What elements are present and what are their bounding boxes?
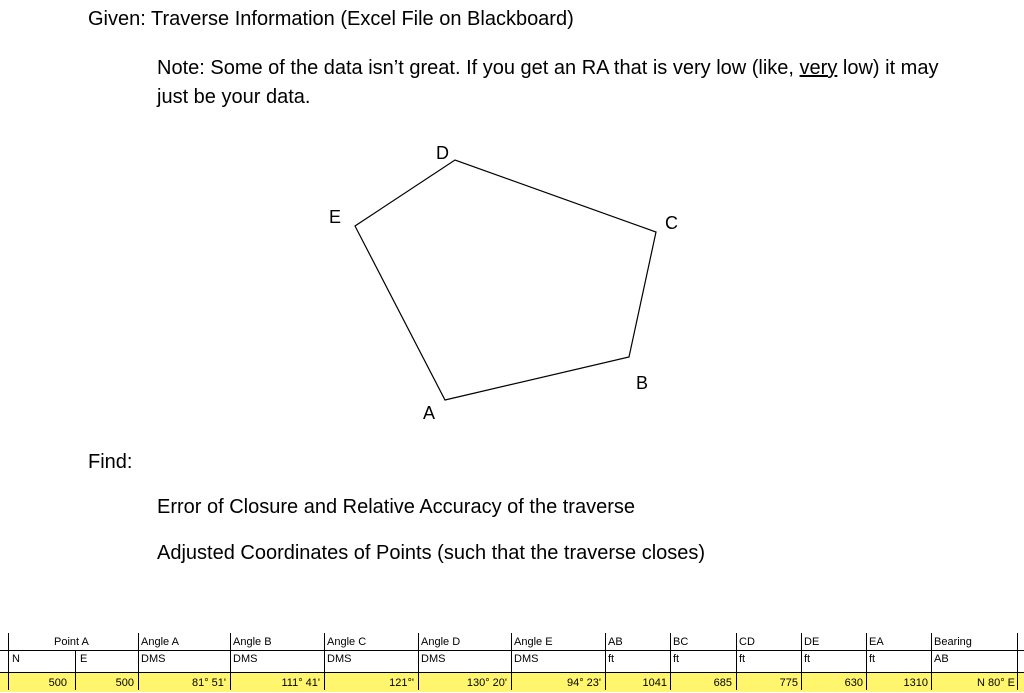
unit-angle-b: DMS (233, 653, 258, 665)
unit-de: ft (804, 653, 811, 665)
header-ea: EA (869, 636, 884, 648)
note-emphasis: very (799, 57, 838, 79)
header-angle-b: Angle B (233, 636, 272, 648)
header-point-a: Point A (54, 636, 89, 648)
header-angle-d: Angle D (421, 636, 461, 648)
given-heading: Given: Traverse Information (Excel File on Blackboard) (88, 8, 574, 30)
grid-line (138, 633, 139, 690)
header-angle-c: Angle C (327, 636, 367, 648)
grid-line (511, 633, 512, 690)
header-bearing: Bearing (934, 636, 972, 648)
value-angle-d: 130° 20' (466, 677, 507, 689)
point-label-b: B (636, 373, 649, 393)
point-label-d: D (436, 143, 449, 163)
unit-bc: ft (673, 653, 680, 665)
grid-line (736, 633, 737, 690)
grid-line (866, 633, 867, 690)
grid-line (418, 633, 419, 690)
grid-line (1017, 633, 1018, 690)
header-n: N (12, 653, 20, 665)
value-cd: 775 (779, 677, 798, 689)
point-label-c: C (665, 213, 678, 233)
unit-cd: ft (739, 653, 746, 665)
note-line-2: just be your data. (157, 86, 311, 108)
value-e: 500 (115, 677, 134, 689)
header-angle-e: Angle E (514, 636, 553, 648)
value-angle-b: 111° 41' (281, 677, 320, 689)
value-ea: 1310 (903, 677, 928, 689)
find-heading: Find: (88, 451, 133, 473)
unit-ab: ft (608, 653, 615, 665)
find-item-closure: Error of Closure and Relative Accuracy of the traverse (157, 496, 635, 518)
header-bc: BC (673, 636, 689, 648)
header-e: E (80, 653, 88, 665)
value-n: 500 (48, 677, 67, 689)
value-angle-e: 94° 23' (566, 677, 601, 689)
grid-line (801, 633, 802, 690)
note-text-end: low) it may (837, 57, 939, 79)
unit-angle-a: DMS (141, 653, 166, 665)
value-angle-c: 121°' (389, 677, 414, 689)
header-de: DE (804, 636, 820, 648)
header-cd: CD (739, 636, 755, 648)
unit-bearing: AB (934, 653, 949, 665)
header-ab: AB (608, 636, 623, 648)
grid-line (0, 650, 1024, 651)
grid-line (324, 633, 325, 690)
grid-line (8, 633, 9, 690)
grid-line (605, 633, 606, 690)
traverse-polygon (355, 160, 656, 400)
value-bc: 685 (713, 677, 732, 689)
value-bearing: N 80° E (976, 677, 1015, 689)
unit-angle-e: DMS (514, 653, 539, 665)
value-angle-a: 81° 51' (191, 677, 226, 689)
header-angle-a: Angle A (141, 636, 179, 648)
unit-angle-c: DMS (327, 653, 352, 665)
grid-line (931, 633, 932, 690)
traverse-data-sheet (0, 630, 1024, 693)
value-ab: 1041 (642, 677, 667, 689)
note-text-start: Note: Some of the data isn’t great. If you get an RA that is very low (like, (157, 57, 800, 79)
point-label-e: E (329, 207, 342, 227)
grid-line (230, 633, 231, 690)
point-label-a: A (423, 403, 436, 423)
grid-line (75, 650, 76, 690)
unit-ea: ft (869, 653, 876, 665)
grid-line (670, 633, 671, 690)
find-item-adjusted: Adjusted Coordinates of Points (such that the traverse closes) (157, 542, 706, 564)
unit-angle-d: DMS (421, 653, 446, 665)
value-de: 630 (844, 677, 863, 689)
